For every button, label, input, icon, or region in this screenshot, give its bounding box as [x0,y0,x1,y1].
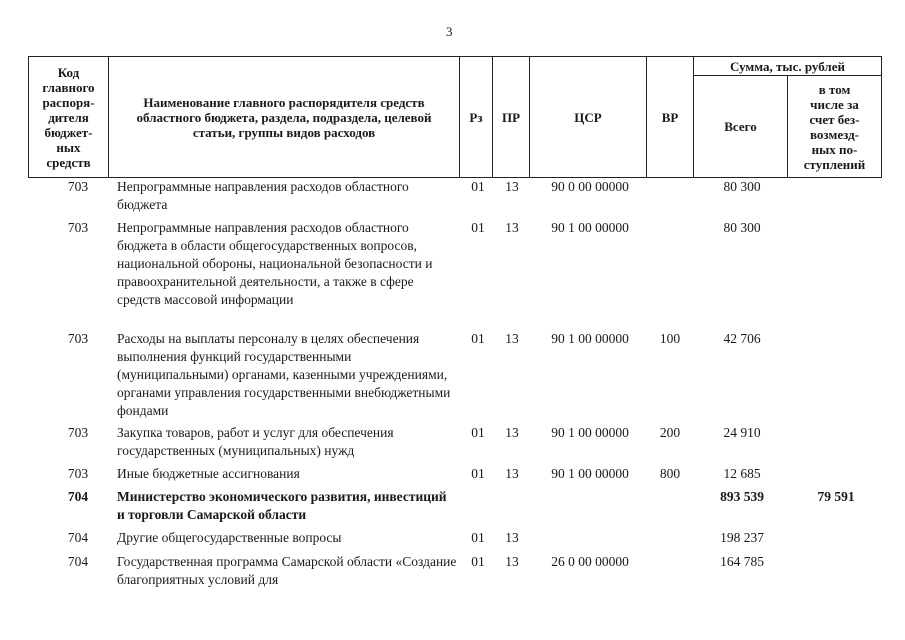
row-csr: 90 0 00 00000 [551,179,629,194]
row-rz: 01 [471,220,485,235]
row-pr: 13 [505,331,519,346]
row-total: 80 300 [723,220,761,235]
row-rz: 01 [471,466,485,481]
row-csr: 26 0 00 00000 [551,554,629,569]
row-total: 80 300 [723,179,761,194]
row-rz: 01 [471,179,485,194]
row-total: 12 685 [723,466,761,481]
row-pr: 13 [505,554,519,569]
row-rz: 01 [471,331,485,346]
row-free: 79 591 [817,489,855,504]
row-name: Государственная программа Самарской области «Создание благоприятных условий для [117,554,457,587]
header-free: в том числе за счет без-возмезд-ных по-ступлений [787,75,882,178]
row-total: 893 539 [720,489,764,504]
row-name: Министерство экономического развития, инвестиций и торговли Самарской области [117,489,447,522]
row-code: 704 [67,530,89,545]
page-number: 3 [446,24,453,39]
row-name: Другие общегосударственные вопросы [117,530,342,545]
row-vr: 800 [659,466,681,481]
row-code: 703 [67,331,89,346]
row-name: Расходы на выплаты персоналу в целях обеспечения выполнения функций государственными (муниципальными) органами, казенными учреждениями, органами управления государственными внебюджетными фондами [117,331,451,418]
header-amount: Сумма, тыс. рублей [693,56,882,76]
row-total: 164 785 [720,554,764,569]
row-rz: 01 [471,530,485,545]
row-pr: 13 [505,466,519,481]
row-name: Иные бюджетные ассигнования [117,466,300,481]
row-name: Непрограммные направления расходов областного бюджета в области общегосударственных вопросов, национальной обороны, национальной безопасности и правоохранительной деятельности, а также в сфере средств массовой информации [117,220,433,307]
row-csr: 90 1 00 00000 [551,466,629,481]
row-total: 198 237 [720,530,764,545]
header-total: Всего [693,75,788,178]
row-pr: 13 [505,179,519,194]
row-vr: 100 [659,331,681,346]
row-total: 24 910 [723,425,761,440]
header-code: Код главного распоря-дителя бюджет-ных средств [28,56,109,178]
row-csr: 90 1 00 00000 [551,331,629,346]
row-code: 703 [67,466,89,481]
row-csr: 90 1 00 00000 [551,220,629,235]
header-csr: ЦСР [529,56,647,178]
header-name: Наименование главного распорядителя средств областного бюджета, раздела, подраздела, целевой статьи, группы видов расходов [108,56,460,178]
row-pr: 13 [505,530,519,545]
row-code: 703 [67,220,89,235]
row-name: Непрограммные направления расходов областного бюджета [117,179,409,212]
row-pr: 13 [505,220,519,235]
row-rz: 01 [471,554,485,569]
row-code: 703 [67,425,89,440]
row-vr: 200 [659,425,681,440]
header-pr: ПР [492,56,530,178]
row-code: 703 [67,179,89,194]
row-rz: 01 [471,425,485,440]
header-vr: ВР [646,56,694,178]
row-code: 704 [67,489,89,504]
header-rz: Рз [459,56,493,178]
row-code: 704 [67,554,89,569]
row-total: 42 706 [723,331,761,346]
row-csr: 90 1 00 00000 [551,425,629,440]
row-name: Закупка товаров, работ и услуг для обеспечения государственных (муниципальных) нужд [117,425,394,458]
row-pr: 13 [505,425,519,440]
